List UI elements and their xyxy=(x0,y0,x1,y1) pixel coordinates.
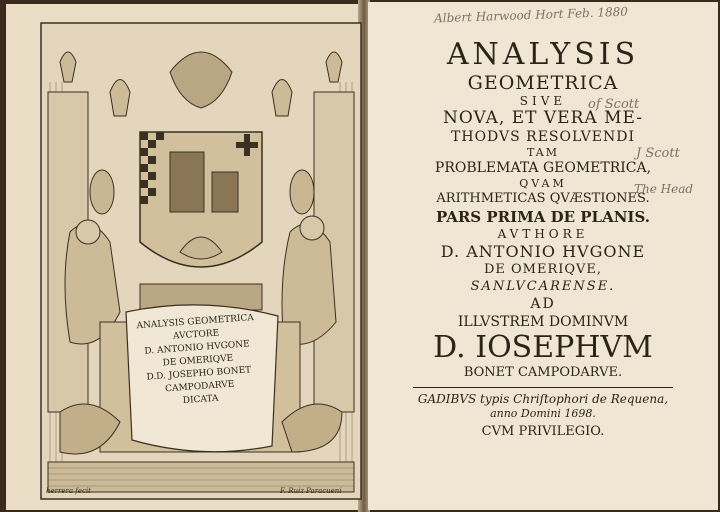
dedicatee-surname: BONET CAMPODARVE. xyxy=(463,365,623,380)
title-tam: TAM xyxy=(527,146,559,159)
banner-line: ANALYSIS GEOMETRICA xyxy=(136,313,255,332)
divider-rule xyxy=(413,387,673,388)
banner-line: DICATA xyxy=(182,393,219,407)
title-analysis: ANALYSIS xyxy=(446,37,640,72)
title-pars-prima: PARS PRIMA DE PLANIS. xyxy=(436,208,650,226)
engraver-signature-left: herrera fecit xyxy=(46,487,91,495)
banner-line: CAMPODARVE xyxy=(164,379,235,395)
author-origin: SANLVCARENSE. xyxy=(470,279,616,294)
privilege-line: CVM PRIVILEGIO. xyxy=(481,424,605,439)
handwritten-note-scott-2: J Scott xyxy=(636,146,680,161)
title-ad: AD xyxy=(530,296,556,312)
handwritten-ownership-note: Albert Harwood Hort Feb. 1880 xyxy=(433,4,629,26)
imprint-printer: GADIBVS typis Chriſtophori de Requena, xyxy=(417,392,669,406)
title-geometrica: GEOMETRICA xyxy=(467,72,619,94)
banner-line: DE OMERIQVE xyxy=(162,353,234,369)
title-problemata: PROBLEMATA GEOMETRICA, xyxy=(434,160,652,176)
dedicatee-name: D. IOSEPHVM xyxy=(433,330,653,365)
frontispiece-banner xyxy=(125,311,271,412)
banner-line: AVCTORE xyxy=(172,328,220,342)
handwritten-note-scott-1: of Scott xyxy=(588,97,640,112)
title-sive: SIVE xyxy=(519,94,567,108)
title-methodus: THODVS RESOLVENDI xyxy=(451,129,635,145)
title-quam: QVAM xyxy=(519,177,567,190)
title-arithmeticas: ARITHMETICAS QVÆSTIONES. xyxy=(436,191,650,206)
imprint-year: anno Domini 1698. xyxy=(490,407,596,420)
title-illustrem: ILLVSTREM DOMINVM xyxy=(457,314,629,330)
author-surname: DE OMERIQVE, xyxy=(483,262,603,277)
author-name: D. ANTONIO HVGONE xyxy=(440,242,646,261)
title-text-block xyxy=(368,38,718,441)
title-authore: AVTHORE xyxy=(497,227,589,241)
banner-line: D. ANTONIO HVGONE xyxy=(144,339,250,357)
handwritten-note-scott-3: The Head xyxy=(634,182,694,196)
title-nova: NOVA, ET VERA ME- xyxy=(443,108,643,128)
engraved-plate xyxy=(40,22,362,500)
banner-line: D.D. JOSEPHO BONET xyxy=(146,365,252,383)
engraver-signature-right: F. Ruiz Paracueni xyxy=(280,487,342,495)
engraving-illustration xyxy=(40,22,362,500)
